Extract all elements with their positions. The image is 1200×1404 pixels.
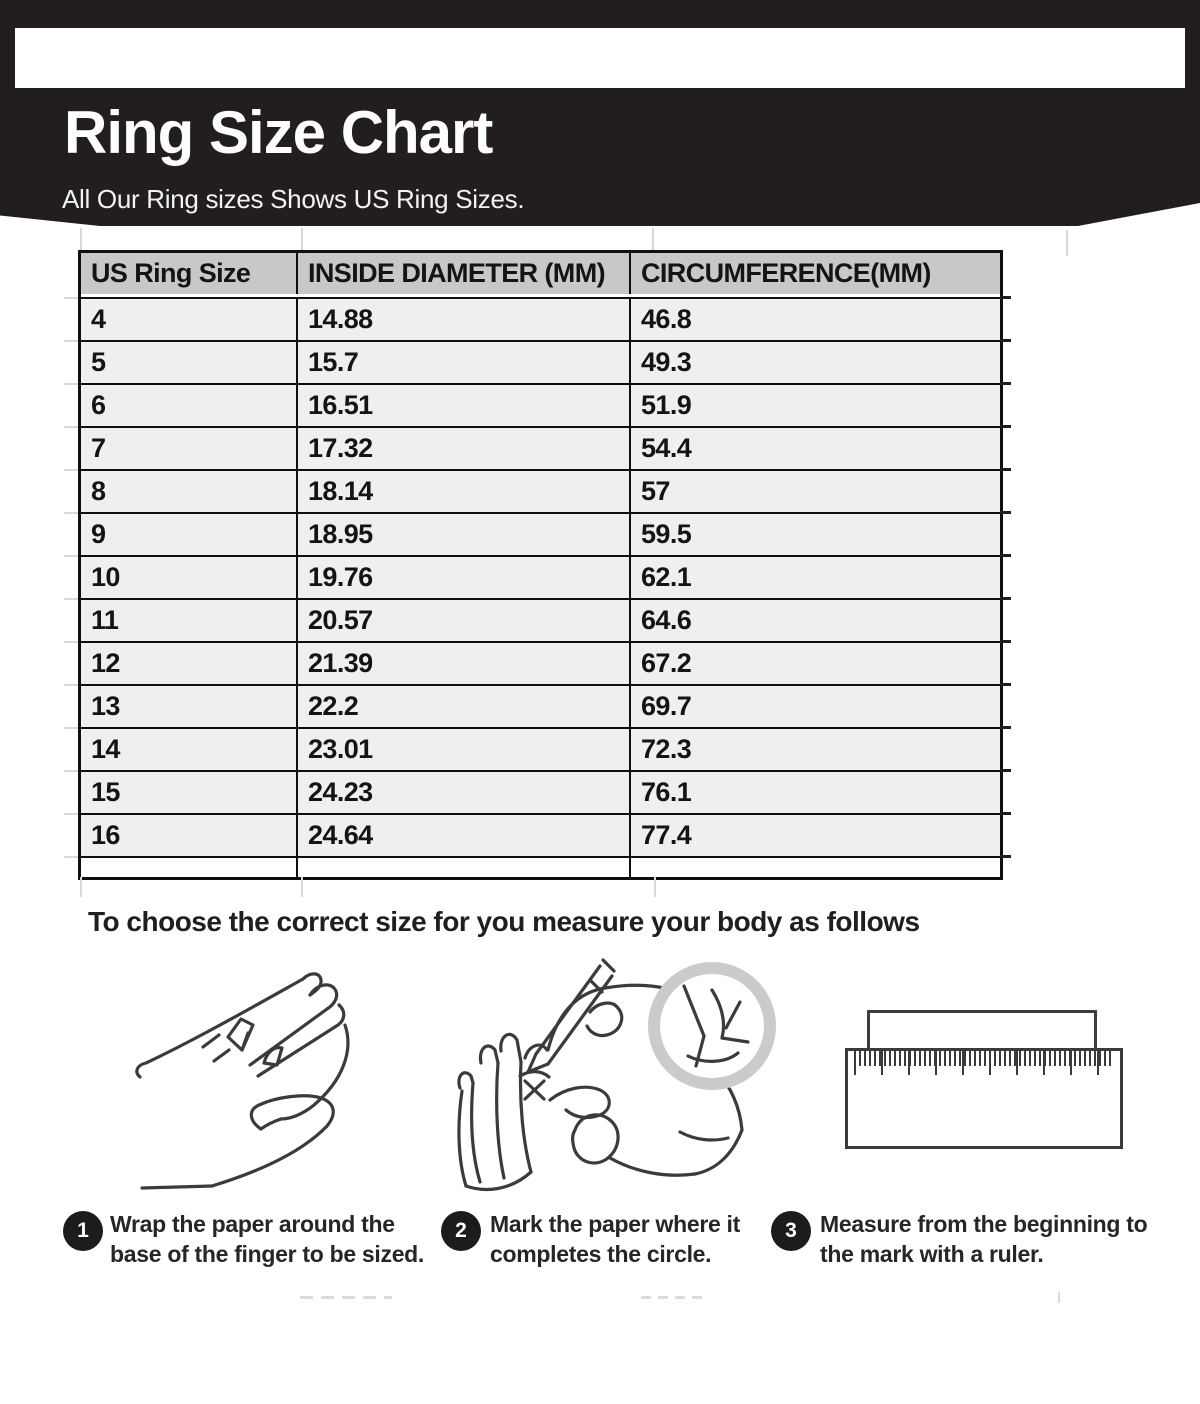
cell-us-ring-size: 10 <box>91 562 120 592</box>
ring-size-table <box>78 250 1003 880</box>
size-table-row <box>81 512 1000 555</box>
cell-inside-diameter: 22.2 <box>296 686 629 727</box>
cell-us-ring-size: 13 <box>91 691 120 721</box>
step-3-text: Measure from the beginning to the mark with a ruler. <box>820 1211 1148 1267</box>
cell-circumference: 64.6 <box>629 600 1000 641</box>
cell-us-ring-size: 7 <box>91 433 106 463</box>
cell-us-ring-size: 15 <box>91 777 120 807</box>
hand-wrap-paper-illustration <box>100 955 380 1205</box>
size-table-header-row <box>81 253 1000 294</box>
step-2-text: Mark the paper where it completes the circle. <box>490 1211 741 1267</box>
step-1-text: Wrap the paper around the base of the finger to be sized. <box>110 1211 425 1267</box>
size-table-row <box>81 555 1000 598</box>
cell-inside-diameter: 15.7 <box>296 342 629 383</box>
cell-inside-diameter: 19.76 <box>296 557 629 598</box>
cell-circumference: 77.4 <box>629 815 1000 856</box>
cell-us-ring-size: 5 <box>91 347 106 377</box>
ruler-major-ticks <box>854 1051 1114 1075</box>
column-header-us-ring-size: US Ring Size <box>91 258 251 288</box>
cell-inside-diameter: 20.57 <box>296 600 629 641</box>
size-table-row <box>81 340 1000 383</box>
cell-circumference: 46.8 <box>629 299 1000 340</box>
scan-artifact-line <box>301 877 303 897</box>
size-table-row <box>81 297 1000 340</box>
cell-circumference: 72.3 <box>629 729 1000 770</box>
scan-artifact-line <box>301 228 303 250</box>
scan-artifact-line <box>654 877 656 897</box>
cell-us-ring-size: 9 <box>91 519 106 549</box>
scan-artifact-line <box>652 228 654 250</box>
size-table-row <box>81 684 1000 727</box>
scan-artifact-left-stubs <box>64 297 78 859</box>
size-table-row <box>81 598 1000 641</box>
size-table-row <box>81 383 1000 426</box>
cell-us-ring-size: 12 <box>91 648 120 678</box>
size-table-row <box>81 813 1000 856</box>
page-subtitle: All Our Ring sizes Shows US Ring Sizes. <box>62 184 525 214</box>
cell-inside-diameter: 18.95 <box>296 514 629 555</box>
scan-artifact-dashes <box>300 1296 392 1299</box>
cell-circumference: 59.5 <box>629 514 1000 555</box>
magnifier-circle-icon <box>654 968 770 1084</box>
cell-us-ring-size: 8 <box>91 476 106 506</box>
cell-us-ring-size: 16 <box>91 820 120 850</box>
cell-circumference: 57 <box>629 471 1000 512</box>
cell-circumference: 69.7 <box>629 686 1000 727</box>
size-table-row <box>81 641 1000 684</box>
size-table-row <box>81 770 1000 813</box>
cell-inside-diameter: 14.88 <box>296 299 629 340</box>
cell-us-ring-size: 14 <box>91 734 120 764</box>
hand-mark-paper-illustration <box>440 950 790 1202</box>
scan-artifact-dashes <box>1058 1292 1060 1303</box>
size-table-row <box>81 426 1000 469</box>
cell-inside-diameter: 17.32 <box>296 428 629 469</box>
scan-artifact-dashes <box>641 1296 703 1299</box>
hand-mark-drawing <box>440 950 790 1202</box>
banner-white-strip <box>15 28 1185 88</box>
scan-artifact-line <box>80 228 82 250</box>
size-table-row <box>81 469 1000 512</box>
ruler <box>845 1048 1123 1149</box>
cell-us-ring-size: 4 <box>91 304 106 334</box>
scan-artifact-line <box>1066 230 1068 256</box>
cell-circumference: 76.1 <box>629 772 1000 813</box>
cell-inside-diameter: 24.23 <box>296 772 629 813</box>
cell-inside-diameter: 23.01 <box>296 729 629 770</box>
banner-torn-edge-right <box>1078 203 1200 226</box>
step-1-badge: 1 <box>63 1211 103 1251</box>
size-table-row <box>81 727 1000 770</box>
column-header-circumference: CIRCUMFERENCE(MM) <box>629 253 1000 294</box>
ruler-measure-illustration <box>845 1006 1135 1156</box>
step-2-badge: 2 <box>441 1211 481 1251</box>
cell-inside-diameter: 24.64 <box>296 815 629 856</box>
cell-inside-diameter: 18.14 <box>296 471 629 512</box>
cell-circumference: 62.1 <box>629 557 1000 598</box>
cell-inside-diameter: 16.51 <box>296 385 629 426</box>
size-table-empty-row <box>81 856 1000 877</box>
page-title: Ring Size Chart <box>64 99 493 166</box>
cell-circumference: 49.3 <box>629 342 1000 383</box>
column-header-inside-diameter: INSIDE DIAMETER (MM) <box>296 253 629 294</box>
scan-artifact-line <box>80 877 82 897</box>
cell-inside-diameter: 21.39 <box>296 643 629 684</box>
cell-circumference: 51.9 <box>629 385 1000 426</box>
measure-intro-text: To choose the correct size for you measure your body as follows <box>88 906 920 937</box>
header-banner <box>0 0 1200 226</box>
cell-us-ring-size: 6 <box>91 390 106 420</box>
cell-circumference: 67.2 <box>629 643 1000 684</box>
cell-circumference: 54.4 <box>629 428 1000 469</box>
scan-artifact-right-stubs <box>1000 296 1011 860</box>
hand-wrap-drawing <box>100 955 380 1205</box>
step-3-badge: 3 <box>771 1211 811 1251</box>
cell-us-ring-size: 11 <box>91 605 119 635</box>
